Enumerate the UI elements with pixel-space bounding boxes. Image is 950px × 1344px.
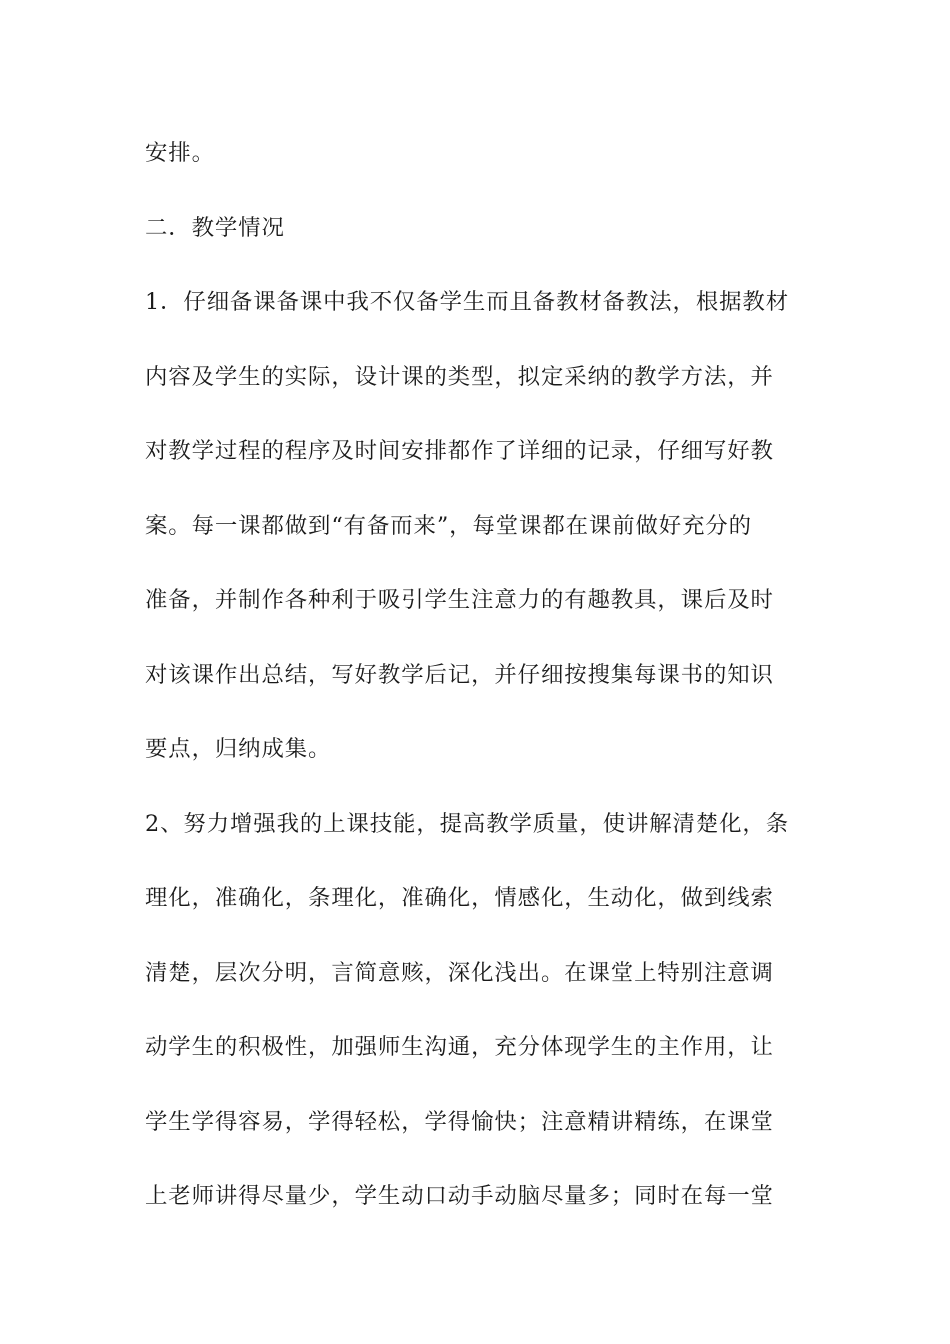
text-line: 对该课作出总结，写好教学后记，并仔细按搜集每课书的知识 bbox=[145, 661, 774, 688]
text-line: 1．仔细备课备课中我不仅备学生而且备教材备教法，根据教材 bbox=[145, 289, 789, 315]
text-line: 理化，准确化，条理化，准确化，情感化，生动化，做到线索 bbox=[145, 885, 774, 911]
document-body bbox=[145, 116, 810, 1234]
text-line: 清楚，层次分明，言简意赅，深化浅出。在课堂上特别注意调 bbox=[145, 959, 774, 986]
text-line: 学生学得容易，学得轻松，学得愉快；注意精讲精练，在课堂 bbox=[145, 1108, 774, 1135]
text-line: 对教学过程的程序及时间安排都作了详细的记录，仔细写好教 bbox=[145, 438, 774, 464]
text-line: 上老师讲得尽量少，学生动口动手动脑尽量多；同时在每一堂 bbox=[145, 1183, 774, 1209]
text-line: 要点，归纳成集。 bbox=[145, 736, 332, 762]
text-line: 准备，并制作各种利于吸引学生注意力的有趣教具，课后及时 bbox=[145, 587, 774, 613]
text-line: 动学生的积极性，加强师生沟通，充分体现学生的主作用，让 bbox=[145, 1034, 774, 1060]
section-heading: 二．教学情况 bbox=[145, 214, 285, 241]
text-line: 内容及学生的实际，设计课的类型，拟定采纳的教学方法，并 bbox=[145, 363, 774, 390]
text-line: 2、努力增强我的上课技能，提高教学质量，使讲解清楚化，条 bbox=[145, 810, 789, 837]
text-line: 案。每一课都做到“有备而来”，每堂课都在课前做好充分的 bbox=[145, 512, 752, 539]
text-line: 安排。 bbox=[145, 140, 215, 166]
